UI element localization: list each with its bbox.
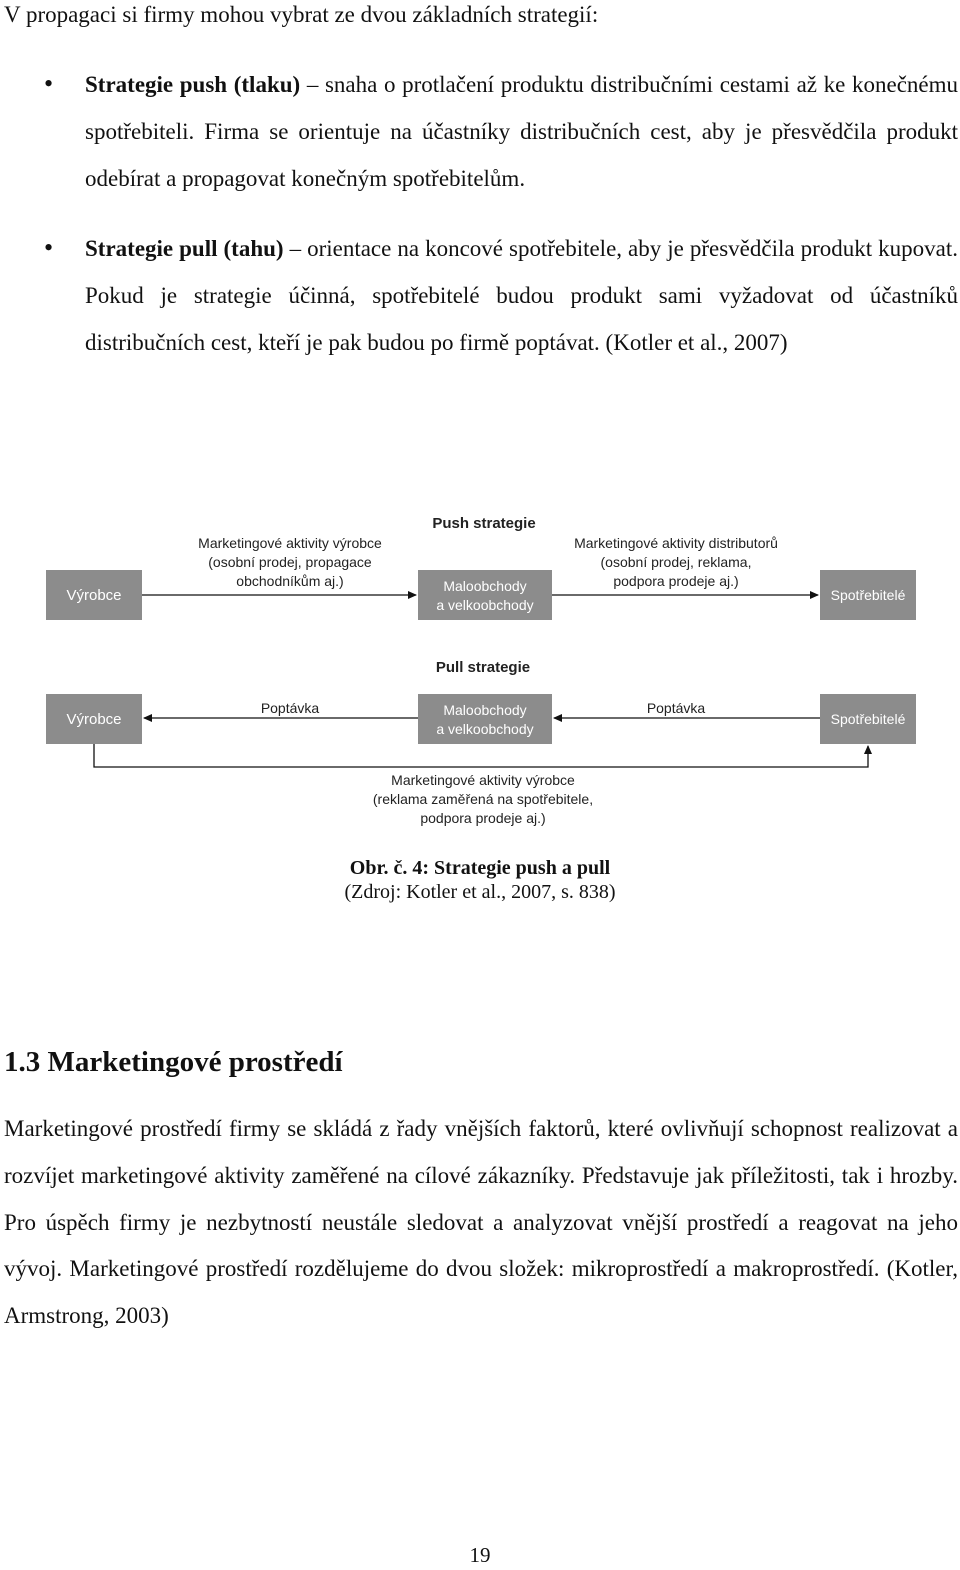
push-left-label-1: Marketingové aktivity výrobce [198,535,382,551]
bullet-push-text [85,61,958,202]
pull-consumer-label: Spotřebitelé [830,711,906,727]
pull-bottom-label-2: (reklama zaměřená na spotřebitele, [372,791,594,807]
push-title: Push strategie [432,515,536,532]
bullet-dot-icon: • [44,233,54,262]
push-right-label-3: podpora prodeje aj.) [613,573,739,589]
intro-text: V propagaci si firmy mohou vybrat ze dvou základních strategií: [4,2,599,27]
bullet-pull-text [85,225,958,366]
push-right-label-2: (osobní prodej, reklama, [600,554,752,570]
pull-retail-label-2: a velkoobchody [436,721,534,737]
diagram-svg [40,505,920,835]
pull-bracket-line [94,744,868,767]
push-right-label-1: Marketingové aktivity distributorů [574,535,778,551]
bullet-dot-icon: • [44,69,54,98]
pull-title: Pull strategie [435,659,531,676]
pull-retail-label-1: Maloobchody [443,702,527,718]
bullet-pull-body: – orientace na koncové spotřebitele, aby je přesvědčila produkt kupovat. Pokud je strategie účinná, spotřebitelé budou produkt sami vyžadovat od účastníků distribučních cest, kteří je pak budou po firmě poptávat. (Kotler et al., 2007) [85,236,958,355]
bullet-pull-lead: Strategie pull (tahu) [85,236,284,261]
pull-bottom-label-1: Marketingové aktivity výrobce [391,772,575,788]
push-left-label-3: obchodníkům aj.) [236,573,344,589]
push-left-label-2: (osobní prodej, propagace [208,554,372,570]
push-retail-label-1: Maloobchody [443,578,527,594]
pull-right-label: Poptávka [646,700,706,716]
push-pull-diagram [40,505,920,835]
push-consumer-label: Spotřebitelé [830,587,906,603]
pull-left-label: Poptávka [260,700,320,716]
bullet-push-lead: Strategie push (tlaku) [85,72,301,97]
pull-bottom-label-3: podpora prodeje aj.) [420,810,546,826]
page-number: 19 [469,1543,491,1567]
push-producer-label: Výrobce [66,587,122,604]
section-heading: 1.3 Marketingové prostředí [4,1046,343,1078]
figure-caption-source: (Zdroj: Kotler et al., 2007, s. 838) [344,881,616,903]
section-paragraph: Marketingové prostředí firmy se skládá z řady vnějších faktorů, které ovlivňují schopnost realizovat a rozvíjet marketingové aktivity zaměřené na cílové zákazníky. Představuje jak příležitosti, tak i hrozby. Pro úspěch firmy je nezbytností neustále sledovat a analyzovat vnější prostředí a reagovat na jeho vývoj. Marketingové prostředí rozdělujeme do dvou složek: mikroprostředí a makroprostředí. (Kotler, Armstrong, 2003) [4,1116,958,1329]
figure-caption-title: Obr. č. 4: Strategie push a pull [349,857,611,879]
bullet-push-body: – snaha o protlačení produktu distribučními cestami až ke konečnému spotřebiteli. Firma se orientuje na účastníky distribučních cest, aby je přesvědčila produkt odebírat a propagovat konečným spotřebitelům. [85,72,958,191]
pull-producer-label: Výrobce [66,711,122,728]
push-retail-label-2: a velkoobchody [436,597,534,613]
